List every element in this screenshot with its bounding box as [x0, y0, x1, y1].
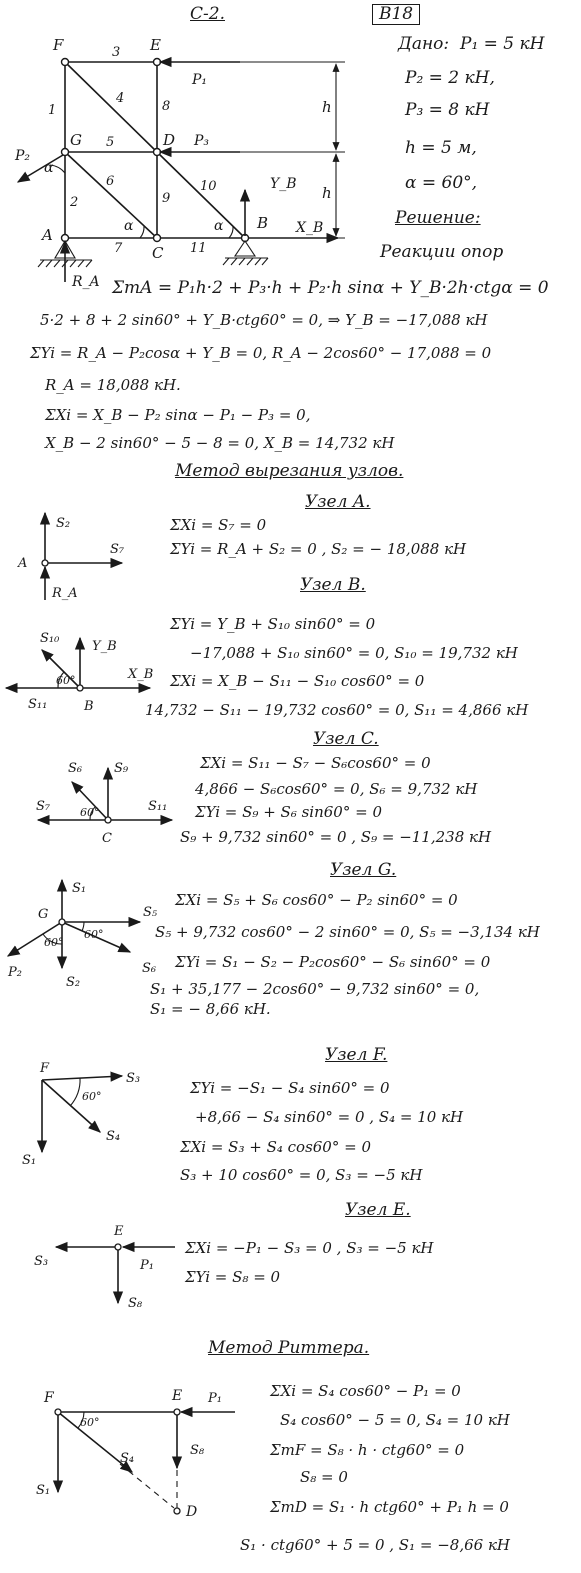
node-f-eq-1: ΣYi = −S₁ − S₄ sin60° = 0	[190, 1079, 390, 1097]
node-label-d: D	[163, 131, 176, 149]
node-c-diagram	[0, 750, 180, 850]
force-label-p1: P₁	[192, 72, 208, 88]
node-c-eq-3: ΣYi = S₉ + S₆ sin60° = 0	[195, 803, 382, 821]
rod-label-1: 1	[48, 103, 57, 118]
svg-text:60°: 60°	[84, 928, 104, 941]
node-b-eq-2: −17,088 + S₁₀ sin60° = 0, S₁₀ = 19,732 кН	[190, 644, 518, 662]
truss-diagram	[0, 30, 380, 295]
node-label-e: E	[150, 36, 161, 54]
rod-label-11: 11	[190, 241, 207, 256]
svg-text:60°: 60°	[80, 1416, 100, 1429]
node-b-eq-1: ΣYi = Y_B + S₁₀ sin60° = 0	[170, 615, 376, 633]
svg-text:60°: 60°	[82, 1090, 102, 1103]
reaction-eq-sumx: ΣXi = X_B − P₂ sinα − P₁ − P₃ = 0,	[45, 406, 311, 424]
node-e-eq-1: ΣXi = −P₁ − S₃ = 0 , S₃ = −5 кН	[185, 1239, 434, 1257]
dim-label-h-top: h	[322, 98, 332, 116]
ritter-diagram	[0, 1370, 260, 1560]
node-label-c: C	[152, 244, 164, 262]
rod-label-4: 4	[116, 91, 125, 106]
node-c-eq-2: 4,866 − S₆cos60° = 0, S₆ = 9,732 кН	[195, 780, 478, 798]
svg-text:S₅: S₅	[143, 905, 158, 920]
svg-text:R_A: R_A	[52, 586, 78, 601]
ritter-eq-6: S₁ · ctg60° + 5 = 0 , S₁ = −8,66 кН	[240, 1536, 510, 1554]
ritter-eq-3: ΣmF = S₈ · h · ctg60° = 0	[270, 1441, 465, 1459]
node-g-eq-2: S₅ + 9,732 cos60° − 2 sin60° = 0, S₅ = −3,134 кН	[155, 923, 540, 941]
force-label-yb: Y_B	[270, 176, 297, 192]
svg-text:P₁: P₁	[140, 1258, 154, 1273]
variant-box: В18	[372, 4, 420, 25]
node-a-title: Узел A.	[305, 492, 371, 512]
node-a-eq-1: ΣXi = S₇ = 0	[170, 516, 267, 534]
ritter-title: Метод Риттера.	[208, 1338, 370, 1358]
svg-text:S₁₁: S₁₁	[148, 799, 168, 814]
force-label-p2: P₂	[15, 148, 31, 164]
node-label-f: F	[53, 36, 64, 54]
method-nodes-heading: Метод вырезания узлов.	[175, 461, 404, 481]
node-f-title: Узел F.	[325, 1045, 388, 1065]
svg-text:D: D	[186, 1504, 198, 1520]
svg-text:G: G	[38, 907, 49, 922]
svg-text:S₁: S₁	[72, 881, 87, 896]
svg-text:P₂: P₂	[8, 965, 22, 980]
rod-label-5: 5	[106, 135, 115, 150]
force-label-p3: P₃	[194, 133, 210, 149]
svg-text:60°: 60°	[80, 806, 100, 819]
angle-label-b: α	[214, 218, 224, 234]
svg-text:S₉: S₉	[114, 761, 129, 776]
node-g-eq-3: ΣYi = S₁ − S₂ − P₂cos60° − S₆ sin60° = 0	[175, 953, 491, 971]
rod-label-8: 8	[162, 99, 171, 114]
svg-text:60°: 60°	[56, 674, 76, 687]
svg-text:S₃: S₃	[34, 1254, 49, 1269]
svg-text:E: E	[172, 1388, 183, 1404]
reaction-eq-ra: R_A = 18,088 кН.	[45, 376, 181, 394]
node-g-diagram	[0, 872, 175, 992]
svg-text:S₃: S₃	[126, 1071, 141, 1086]
node-g-eq-4: S₁ + 35,177 − 2cos60° − 9,732 sin60° = 0,	[150, 980, 480, 998]
svg-text:S₄: S₄	[106, 1129, 121, 1144]
node-e-eq-2: ΣYi = S₈ = 0	[185, 1268, 281, 1286]
given-h: h = 5 м,	[405, 138, 477, 158]
reaction-eq-moment: ΣmA = P₁h·2 + P₃·h + P₂·h sinα + Y_B·2h·ctgα = 0	[112, 278, 549, 298]
node-f-eq-4: S₃ + 10 cos60° = 0, S₃ = −5 кН	[180, 1166, 423, 1184]
node-f-eq-2: +8,66 − S₄ sin60° = 0 , S₄ = 10 кН	[195, 1108, 464, 1126]
dim-label-h-bottom: h	[322, 184, 332, 202]
node-b-eq-3: ΣXi = X_B − S₁₁ − S₁₀ cos60° = 0	[170, 672, 425, 690]
svg-text:A: A	[18, 556, 28, 571]
given-alpha: α = 60°,	[405, 173, 478, 193]
ritter-eq-1: ΣXi = S₄ cos60° − P₁ = 0	[270, 1382, 461, 1400]
rod-label-6: 6	[106, 174, 115, 189]
given-p3: P₃ = 8 кН	[405, 100, 490, 120]
reaction-eq-yb: 5·2 + 8 + 2 sin60° + Y_B·ctg60° = 0, ⇒ Y_B = −17,088 кН	[40, 311, 488, 329]
reaction-eq-xb: X_B − 2 sin60° − 5 − 8 = 0, X_B = 14,732 кН	[45, 434, 395, 452]
node-b-diagram	[0, 598, 170, 718]
rod-label-10: 10	[200, 179, 217, 194]
svg-text:E: E	[114, 1224, 124, 1239]
reactions-heading: Реакции опор	[380, 242, 504, 262]
svg-text:X_B: X_B	[128, 667, 154, 682]
node-c-title: Узел C.	[313, 729, 379, 749]
solution-heading: Решение:	[395, 208, 481, 228]
node-g-title: Узел G.	[330, 860, 397, 880]
force-label-xb: X_B	[296, 220, 324, 236]
svg-text:B: B	[84, 699, 94, 714]
svg-text:S₈: S₈	[190, 1443, 205, 1458]
node-label-g: G	[70, 131, 82, 149]
given-p2: P₂ = 2 кН,	[405, 68, 495, 88]
force-label-ra: R_A	[72, 274, 100, 290]
svg-text:S₁₁: S₁₁	[28, 697, 48, 712]
svg-text:S₁: S₁	[36, 1483, 51, 1498]
node-g-eq-1: ΣXi = S₅ + S₆ cos60° − P₂ sin60° = 0	[175, 891, 458, 909]
svg-text:F: F	[44, 1390, 54, 1406]
svg-text:S₂: S₂	[56, 516, 71, 531]
rod-label-9: 9	[162, 191, 171, 206]
node-label-b: B	[257, 214, 269, 232]
ritter-eq-5: ΣmD = S₁ · h ctg60° + P₁ h = 0	[270, 1498, 509, 1516]
node-c-eq-1: ΣXi = S₁₁ − S₇ − S₆cos60° = 0	[200, 754, 431, 772]
given-p1: P₁ = 5 кН	[460, 34, 545, 54]
svg-text:S₈: S₈	[128, 1296, 143, 1311]
angle-label-c: α	[124, 218, 134, 234]
svg-text:F: F	[40, 1061, 50, 1076]
node-a-diagram	[0, 505, 160, 605]
reaction-eq-sumy: ΣYi = R_A − P₂cosα + Y_B = 0, R_A − 2cos60° − 17,088 = 0	[30, 344, 492, 362]
ritter-eq-2: S₄ cos60° − 5 = 0, S₄ = 10 кН	[280, 1411, 510, 1429]
node-f-eq-3: ΣXi = S₃ + S₄ cos60° = 0	[180, 1138, 372, 1156]
node-b-eq-4: 14,732 − S₁₁ − 19,732 cos60° = 0, S₁₁ = 4,866 кН	[145, 701, 529, 719]
rod-label-3: 3	[112, 45, 121, 60]
node-g-eq-5: S₁ = − 8,66 кН.	[150, 1000, 271, 1018]
angle-label-g: α	[44, 160, 54, 176]
node-b-title: Узел B.	[300, 575, 366, 595]
svg-text:P₁: P₁	[208, 1391, 222, 1406]
svg-text:S₆: S₆	[68, 761, 83, 776]
node-f-diagram	[0, 1060, 175, 1190]
variant-code: С-2.	[190, 4, 225, 24]
given-label: Дано:	[398, 34, 450, 54]
svg-text:S₇: S₇	[110, 542, 125, 557]
rod-label-2: 2	[70, 195, 79, 210]
node-e-title: Узел E.	[345, 1200, 411, 1220]
svg-text:S₂: S₂	[66, 975, 81, 990]
svg-text:S₁: S₁	[22, 1153, 37, 1168]
svg-text:60°: 60°	[44, 936, 64, 949]
node-label-a: A	[42, 226, 53, 244]
svg-text:S₆: S₆	[142, 961, 157, 976]
svg-text:C: C	[102, 831, 112, 846]
node-e-diagram	[0, 1215, 180, 1315]
svg-text:Y_B: Y_B	[92, 639, 117, 654]
node-c-eq-4: S₉ + 9,732 sin60° = 0 , S₉ = −11,238 кН	[180, 828, 492, 846]
svg-text:S₇: S₇	[36, 799, 51, 814]
rod-label-7: 7	[114, 241, 123, 256]
ritter-eq-4: S₈ = 0	[300, 1468, 348, 1486]
svg-text:S₄: S₄	[120, 1451, 135, 1466]
svg-text:S₁₀: S₁₀	[40, 631, 60, 646]
rod-6	[65, 152, 157, 238]
node-a-eq-2: ΣYi = R_A + S₂ = 0 , S₂ = − 18,088 кН	[170, 540, 467, 558]
